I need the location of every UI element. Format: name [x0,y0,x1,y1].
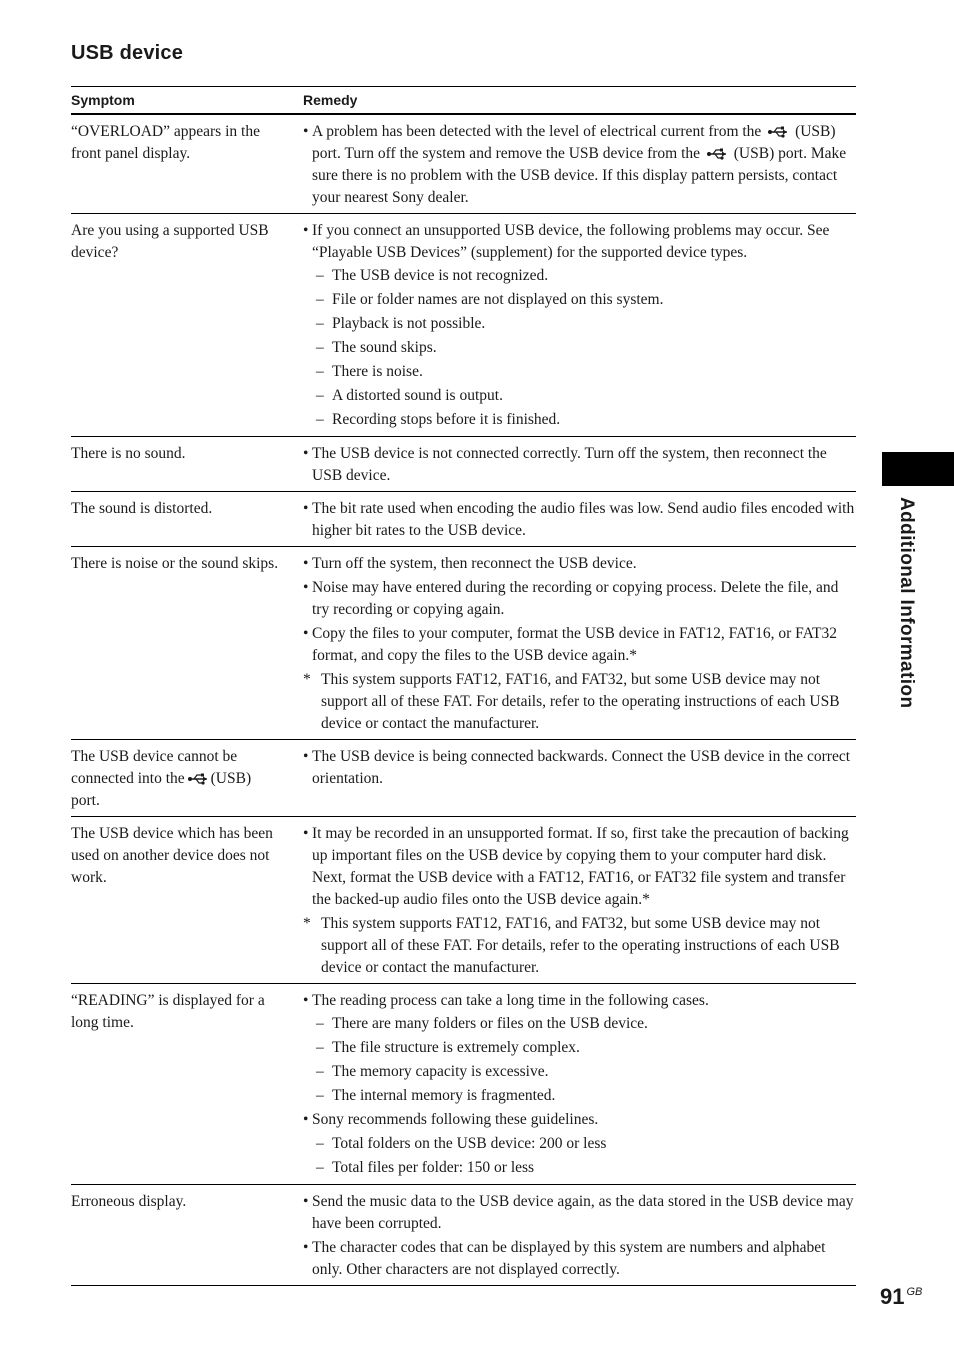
dash-mark: – [316,291,324,308]
footnote-text: This system supports FAT12, FAT16, and FAT32, but some USB device may not support all of these FAT. For details, refer to the operating instructions of each USB device or contact the manufacturer. [321,915,840,976]
list-item-text: The USB device is not recognized. [332,267,549,284]
bullet-mark: • [303,579,309,596]
remedy-item [303,1191,856,1235]
remedy-item [303,121,856,209]
symptom-cell [71,119,303,209]
list-item [316,264,856,288]
symptom-text: front panel display. [71,145,191,162]
symptom-text: The USB device cannot be [71,748,238,765]
symptom-text: The USB device which has been [71,825,273,842]
list-item [316,288,856,312]
remedy-item [303,220,856,264]
page-number [880,1284,922,1310]
symptom-text: The sound is distorted. [71,500,213,517]
symptom-cell [71,1189,303,1281]
remedy-item [303,623,856,667]
list-item-text: Total folders on the USB device: 200 or less [332,1135,607,1152]
list-item-text: The internal memory is fragmented. [332,1087,556,1104]
table-header [71,87,856,114]
table-row [71,983,856,1184]
list-item-text: The file structure is extremely complex. [332,1039,580,1056]
list-item [316,1132,856,1156]
troubleshooting-table [71,86,856,1286]
usb-icon [187,773,209,785]
list-item-text: There are many folders or files on the USB device. [332,1015,648,1032]
remedy-cell [303,744,856,812]
table-row [71,546,856,739]
remedy-item [303,823,856,911]
bullet-mark: • [303,992,309,1009]
remedy-text: Noise may have entered during the recording or copying process. Delete the file, and try recording or copying again. [312,579,839,618]
bullet-mark: • [303,123,309,140]
bullet-mark: • [303,555,309,572]
list-item [316,312,856,336]
bullet-mark: • [303,1239,309,1256]
symptom-text: There is noise or the sound skips. [71,555,279,572]
remedy-cell [303,119,856,209]
symptom-cell [71,744,303,812]
remedy-cell [303,1189,856,1281]
table-row [71,739,856,816]
remedy-cell [303,821,856,979]
list-item-text: The sound skips. [332,339,437,356]
remedy-text: It may be recorded in an unsupported format. If so, first take the precaution of backing up important files on the USB device by copying them to your computer hard disk. Next, format the USB device with a FAT12, FAT16, or FAT32 file system and transfer the backed-up audio files onto the USB device again.* [312,825,849,908]
section-title: USB device [71,42,184,64]
dash-mark: – [316,363,324,380]
symptom-text: Erroneous display. [71,1193,187,1210]
remedy-item [303,990,856,1012]
symptom-header: Symptom [71,92,135,108]
remedy-text: If you connect an unsupported USB device, the following problems may occur. See “Playable USB Devices” (supplement) for the supported device types. [312,222,830,261]
list-item-text: Playback is not possible. [332,315,486,332]
list-item-text: Total files per folder: 150 or less [332,1159,535,1176]
list-item-text: File or folder names are not displayed on this system. [332,291,664,308]
symptom-text: “OVERLOAD” appears in the [71,123,260,140]
remedy-text: Turn off the system, then reconnect the USB device. [312,555,637,572]
sub-list [303,264,856,432]
remedy-cell [303,218,856,432]
remedy-text: The character codes that can be displayed by this system are numbers and alphabet only. Other characters are not displayed correctly. [312,1239,826,1278]
list-item [316,360,856,384]
dash-mark: – [316,1087,324,1104]
table-row [71,114,856,213]
dash-mark: – [316,1159,324,1176]
remedy-cell [303,496,856,542]
table-row [71,213,856,436]
list-item-text: A distorted sound is output. [332,387,503,404]
dash-mark: – [316,411,324,428]
symptom-text: (USB) [210,770,252,787]
symptom-text: There is no sound. [71,445,186,462]
footnote-text: This system supports FAT12, FAT16, and FAT32, but some USB device may not support all of these FAT. For details, refer to the operating instructions of each USB device or contact the manufacturer. [321,671,840,732]
dash-mark: – [316,315,324,332]
remedy-item [303,553,856,575]
footnote [303,913,856,979]
remedy-text: Send the music data to the USB device again, as the data stored in the USB device may have been corrupted. [312,1193,854,1232]
symptom-text: connected into the [71,770,185,787]
list-item [316,408,856,432]
remedy-text: Sony recommends following these guidelines. [312,1111,599,1128]
list-item [316,1012,856,1036]
table-row [71,491,856,546]
symptom-cell [71,821,303,979]
remedy-item [303,1237,856,1281]
sub-list [303,1132,856,1180]
dash-mark: – [316,387,324,404]
symptom-text: work. [71,869,107,886]
section-tab [882,452,954,486]
remedy-item [303,746,856,790]
remedy-item [303,498,856,542]
list-item [316,1084,856,1108]
remedy-cell [303,988,856,1180]
list-item [316,1060,856,1084]
symptom-text: port. [71,792,100,809]
remedy-text: The reading process can take a long time in the following cases. [312,992,709,1009]
remedy-item [303,1108,856,1132]
usb-icon [706,148,728,160]
remedy-text: Copy the files to your computer, format the USB device in FAT12, FAT16, or FAT32 format, and copy the files to the USB device again.* [312,625,838,664]
remedy-item [303,443,856,487]
symptom-cell [71,496,303,542]
list-item [316,1156,856,1180]
dash-mark: – [316,1015,324,1032]
remedy-text: A problem has been detected with the level of electrical current from the [312,123,762,140]
list-item [316,336,856,360]
remedy-item [303,577,856,621]
list-item [316,1036,856,1060]
bullet-mark: • [303,625,309,642]
table-row [71,436,856,491]
symptom-line [71,768,303,790]
remedy-cell [303,441,856,487]
bullet-mark: • [303,445,309,462]
table-row [71,816,856,983]
asterisk-mark: * [303,671,311,688]
symptom-cell [71,988,303,1180]
remedy-header: Remedy [303,92,358,108]
symptom-cell [71,551,303,735]
list-item [316,384,856,408]
remedy-text: The bit rate used when encoding the audio files was low. Send audio files encoded with higher bit rates to the USB device. [312,500,855,539]
bullet-mark: • [303,748,309,765]
symptom-text: device? [71,244,119,261]
bullet-mark: • [303,500,309,517]
dash-mark: – [316,1135,324,1152]
footnote [303,669,856,735]
list-item-text: Recording stops before it is finished. [332,411,561,428]
remedy-cell [303,551,856,735]
symptom-text: “READING” is displayed for a [71,992,265,1009]
dash-mark: – [316,339,324,356]
remedy-text: (USB) port. Make sure there is no problem with the USB device. If this display pattern persists, contact your nearest Sony dealer. [312,145,847,206]
dash-mark: – [316,267,324,284]
list-item-text: The memory capacity is excessive. [332,1063,549,1080]
dash-mark: – [316,1039,324,1056]
dash-mark: – [316,1063,324,1080]
side-section-label: Additional Information [896,497,917,709]
symptom-text: used on another device does not [71,847,270,864]
symptom-cell [71,218,303,432]
bullet-mark: • [303,825,309,842]
page-suffix: GB [906,1286,923,1298]
bullet-mark: • [303,1111,309,1128]
remedy-text: The USB device is being connected backwards. Connect the USB device in the correct orientation. [312,748,851,787]
asterisk-mark: * [303,915,311,932]
symptom-cell [71,441,303,487]
sub-list [303,1012,856,1108]
bullet-mark: • [303,222,309,239]
list-item-text: There is noise. [332,363,423,380]
page-number-value: 91 [880,1284,905,1309]
remedy-text: (USB) port. Turn off the system and remove the USB device from the [312,123,836,162]
usb-icon [767,126,789,138]
symptom-text: Are you using a supported USB [71,222,269,239]
symptom-text: long time. [71,1014,134,1031]
bullet-mark: • [303,1193,309,1210]
table-row [71,1184,856,1285]
remedy-text: The USB device is not connected correctly. Turn off the system, then reconnect the USB device. [312,445,827,484]
